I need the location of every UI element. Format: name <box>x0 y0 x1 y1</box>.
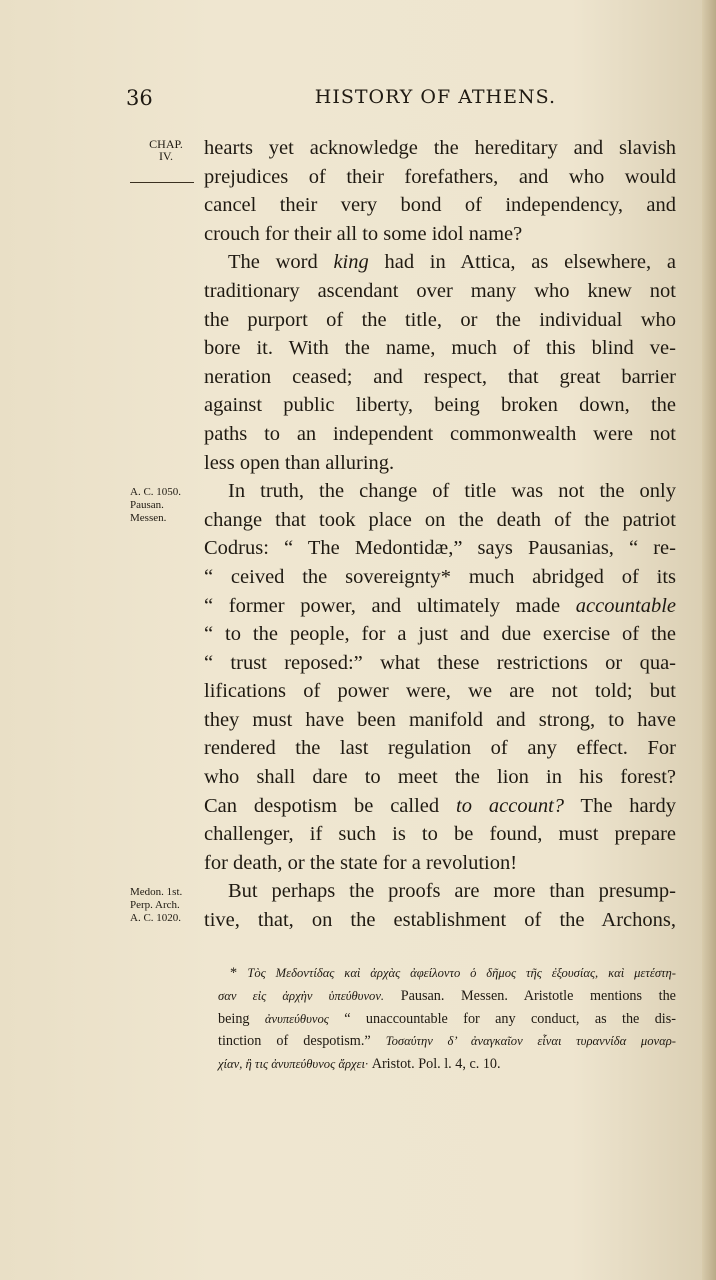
italic-accountable: accountable <box>575 594 676 617</box>
text-line: neration ceased; and respect, that great barrier <box>204 365 676 388</box>
margin-note-2 <box>130 886 182 925</box>
footnote-line <box>218 1030 676 1053</box>
text-line: against public liberty, being broken down, the <box>204 394 676 417</box>
margin-note-line: Messen. <box>130 512 167 524</box>
greek-text: χίαν, ἢ τις ἀνυπεύθυνος ἄρχει· <box>218 1057 369 1072</box>
text-line: hearts yet acknowledge the hereditary and slavish <box>204 137 676 159</box>
margin-note-line: A. C. 1050. <box>130 486 182 498</box>
text-line: for death, or the state for a revolution! <box>204 851 518 874</box>
page-number: 36 <box>126 86 153 110</box>
text-line: crouch for their all to some idol name? <box>204 222 523 245</box>
text-line: prejudices of their forefathers, and who would <box>204 165 676 188</box>
text-line: change that took place on the death of the patriot <box>204 508 676 531</box>
running-title: HISTORY OF ATHENS. <box>314 86 556 108</box>
footnote-line <box>230 962 676 985</box>
text-line: cancel their very bond of independency, and <box>204 194 676 217</box>
greek-text: Τοσαύτην δ’ ἀναγκαῖον εἶναι τυραννίδα μοναρ- <box>385 1034 676 1049</box>
footnote-text: being <box>218 1010 265 1027</box>
text-line: Codrus: “ The Medontidæ,” says Pausanias, “ re- <box>204 537 676 560</box>
text-run: had in Attica, as elsewhere, a <box>368 251 676 274</box>
text-line: paths to an independent commonwealth were not <box>204 422 676 445</box>
footnote-marker: * <box>230 965 238 981</box>
footnote <box>218 962 677 1076</box>
footnote-citation: Aristot. Pol. l. 4, c. 10. <box>368 1056 501 1073</box>
italic-to-account: to account? <box>456 794 565 817</box>
text-line <box>204 792 676 821</box>
footnote-line <box>218 1053 676 1076</box>
margin-chapter <box>138 138 194 162</box>
chapter-number: IV. <box>158 149 174 163</box>
margin-note-line: Perp. Arch. <box>130 899 180 911</box>
text-run: The word <box>228 251 334 274</box>
text-line: tive, that, on the establishment of the Archons, <box>204 909 676 932</box>
text-line: “ trust reposed:” what these restrictions or qua- <box>204 651 676 674</box>
footnote-text: Pausan. Messen. Aristotle mentions the <box>384 987 676 1004</box>
text-line: rendered the last regulation of any effect. For <box>204 737 676 760</box>
text-line: traditionary ascendant over many who knew not <box>204 279 676 302</box>
text-line: But perhaps the proofs are more than presump- <box>228 880 676 903</box>
text-line: “ to the people, for a just and due exercise of the <box>204 623 676 646</box>
footnote-text: tinction of despotism.” <box>218 1033 386 1050</box>
margin-rule <box>130 182 194 183</box>
running-head <box>126 86 556 116</box>
text-line: who shall dare to meet the lion in his forest? <box>204 766 676 789</box>
text-line: In truth, the change of title was not the only <box>228 480 676 503</box>
text-line: bore it. With the name, much of this blind ve- <box>204 337 676 360</box>
text-line <box>204 592 676 621</box>
chapter-label: CHAP. <box>149 137 183 151</box>
margin-note-line: Pausan. <box>130 499 164 511</box>
footnote-text: “ unaccountable for any conduct, as the dis- <box>328 1010 676 1027</box>
text-run: The hardy <box>564 794 676 817</box>
body-text <box>204 134 676 935</box>
page-edge <box>702 0 716 1280</box>
footnote-line <box>218 985 676 1008</box>
greek-text: σαν εἰς ἀρχὴν ὑπεύθυνον. <box>218 988 385 1003</box>
text-line <box>204 248 676 277</box>
text-run: Can despotism be called <box>204 794 457 817</box>
footnote-line <box>218 1008 676 1031</box>
margin-note-line: A. C. 1020. <box>130 912 182 924</box>
text-line: they must have been manifold and strong, to have <box>204 708 676 731</box>
greek-text: Τὸς Μεδοντίδας καὶ ἀρχὰς ἀφείλοντο ὁ δῆμος τῆς ἐξουσίας, καὶ μετέστη- <box>247 966 677 980</box>
margin-note-line: Medon. 1st. <box>130 886 183 898</box>
margin-note-1 <box>130 486 181 525</box>
text-line: challenger, if such is to be found, must prepare <box>204 823 676 846</box>
text-line: lifications of power were, we are not told; but <box>204 680 676 703</box>
italic-king: king <box>333 251 369 274</box>
greek-text: ἀνυπεύθυνος <box>264 1011 329 1026</box>
text-line: less open than alluring. <box>204 451 395 474</box>
text-line: the purport of the title, or the individual who <box>204 308 676 331</box>
text-run: “ former power, and ultimately made <box>204 594 576 617</box>
text-line: “ ceived the sovereignty* much abridged of its <box>204 565 676 588</box>
